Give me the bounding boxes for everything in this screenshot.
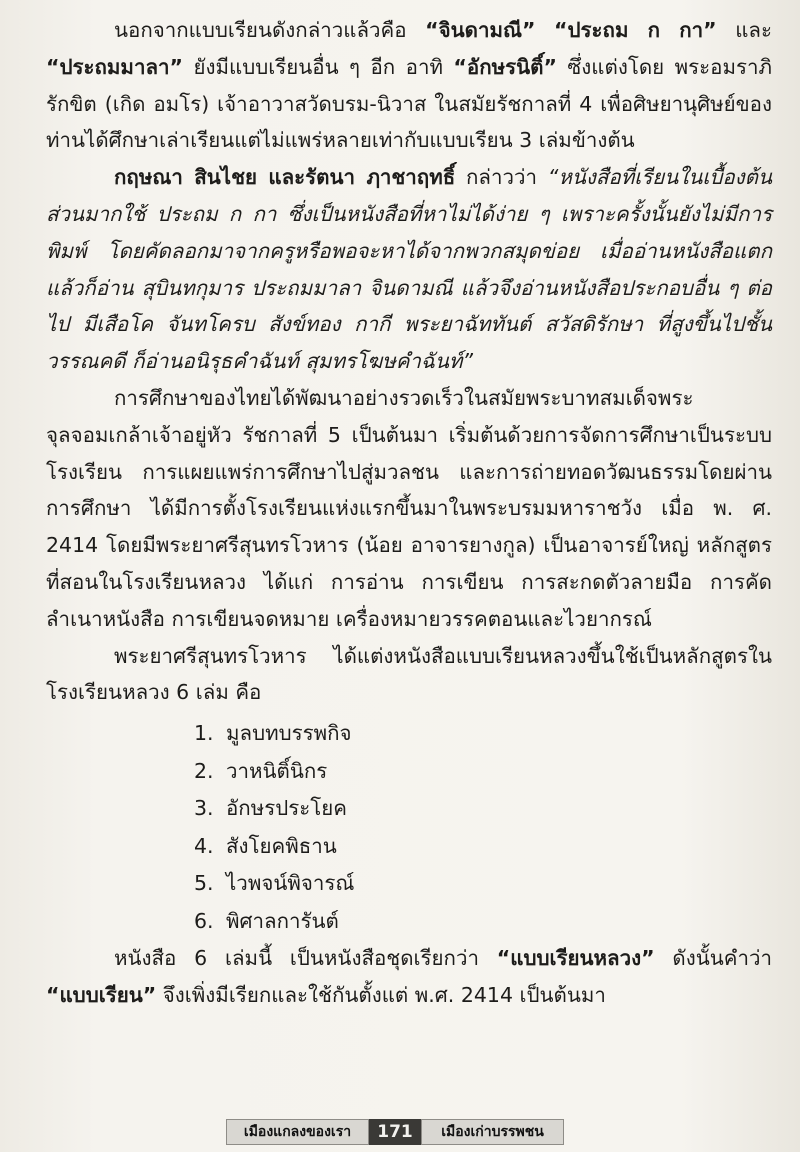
list-title: มูลบทบรรพกิจ xyxy=(226,721,352,746)
text: กล่าวว่า xyxy=(455,165,548,190)
bold-title-aksorn-nit: “อักษรนิติ์” xyxy=(453,54,557,79)
text: ซึ่งแต่งโดย พระอมราภิรักขิต (เกิด อมโร) เจ้าอาวาสวัดบรม-นิวาส ในสมัยรัชกาลที่ 4 เพื่อศิษยานุศิษย์ของท่านได้ศึกษาเล่าเรียนแต่ไม่แพร่หลายเท่ากับแบบเรียน 3 เล่มข้างต้น xyxy=(46,54,772,153)
bold-title-prathom-mala: “ประถมมาลา” xyxy=(46,54,184,79)
footer-left-title: เมืองแกลงของเรา xyxy=(226,1119,369,1145)
list-title: วาหนิติ์นิกร xyxy=(226,758,328,783)
bold-title-prathom-kor-ka: “ประถม ก กา” xyxy=(554,18,717,42)
list-item xyxy=(46,903,772,941)
text xyxy=(535,18,554,42)
italic-quote: “หนังสือที่เรียนในเบื้องต้นส่วนมากใช้ ประถม ก กา ซึ่งเป็นหนังสือที่หาไม่ได้ง่าย ๆ เพราะครั้งนั้นยังไม่มีการพิมพ์ โดยคัดลอกมาจากครูหรือพอจะหาได้จากพวกสมุดข่อย เมื่ออ่านหนังสือแตกแล้วก็อ่าน สุบินทกุมาร ประถมมาลา จินดามณี แล้วจึงอ่านหนังสือประกอบอื่น ๆ ต่อไป มีเสือโค จันทโครบ สังข์ทอง กากี พระยาฉัททันต์ สวัสดิรักษา ที่สูงขึ้นไปชั้นวรรณคดี ก็อ่านอนิรุธคำฉันท์ สุมทรโฆษคำฉันท์” xyxy=(46,165,772,374)
list-item xyxy=(46,790,772,828)
text: ดังนั้นคำว่า xyxy=(654,946,772,971)
bold-term-baeb-rian-luang: “แบบเรียนหลวง” xyxy=(496,946,655,971)
list-item xyxy=(46,865,772,903)
page-footer xyxy=(226,1119,564,1145)
list-number: 5. xyxy=(194,871,214,896)
list-title: ไวพจน์พิจารณ์ xyxy=(226,871,355,896)
list-number: 3. xyxy=(194,796,214,821)
book-list xyxy=(46,715,772,940)
list-title: พิศาลการันต์ xyxy=(226,908,339,933)
paragraph-4: พระยาศรีสุนทรโวหาร ได้แต่งหนังสือแบบเรียนหลวงขึ้นใช้เป็นหลักสูตรในโรงเรียนหลวง 6 เล่ม คือ xyxy=(46,643,772,705)
list-title: สังโยคพิธาน xyxy=(226,833,337,858)
text: นอกจากแบบเรียนดังกล่าวแล้วคือ xyxy=(114,18,426,42)
list-item xyxy=(46,753,772,791)
list-number: 1. xyxy=(194,721,214,746)
text: จึงเพิ่งมีเรียกและใช้กันตั้งแต่ พ.ศ. 2414 เป็นต้นมา xyxy=(156,982,606,1007)
list-number: 6. xyxy=(194,908,214,933)
paragraph-3: การศึกษาของไทยได้พัฒนาอย่างรวดเร็วในสมัยพระบาทสมเด็จพระจุลจอมเกล้าเจ้าอยู่หัว รัชกาลที่ 5 เป็นต้นมา เริ่มต้นด้วยการจัดการศึกษาเป็นระบบโรงเรียน การแผยแพร่การศึกษาไปสู่มวลชน และการถ่ายทอดวัฒนธรรมโดยผ่านการศึกษา ได้มีการตั้งโรงเรียนแห่งแรกขึ้นมาในพระบรมมหาราชวัง เมื่อ พ. ศ. 2414 โดยมีพระยาศรีสุนทรโวหาร (น้อย อาจารยางกูล) เป็นอาจารย์ใหญ่ หลักสูตรที่สอนในโรงเรียนหลวง ได้แก่ การอ่าน การเขียน การสะกดตัวลายมือ การคัดลำเนาหนังสือ การเขียนจดหมาย เครื่องหมายวรรคตอนและไวยากรณ์ xyxy=(46,385,772,631)
paragraph-5 xyxy=(46,940,772,1014)
list-item xyxy=(46,715,772,753)
text: ยังมีแบบเรียนอื่น ๆ อีก อาทิ xyxy=(183,54,454,79)
list-item xyxy=(46,828,772,866)
text: หนังสือ 6 เล่มนี้ เป็นหนังสือชุดเรียกว่า xyxy=(114,946,497,971)
page-content xyxy=(46,12,772,1014)
list-title: อักษรประโยค xyxy=(226,796,348,821)
page-number: 171 xyxy=(369,1119,421,1145)
paragraph-2 xyxy=(46,159,772,380)
bold-title-jindamani: “จินดามณี” xyxy=(425,18,536,42)
bold-authors: กฤษณา สินไชย และรัตนา ฦาชาฤทธิ์ xyxy=(114,165,456,190)
list-number: 4. xyxy=(194,833,214,858)
list-number: 2. xyxy=(194,758,214,783)
footer-right-title: เมืองเก่าบรรพชน xyxy=(421,1119,564,1145)
bold-term-baeb-rian: “แบบเรียน” xyxy=(46,982,157,1007)
text: และ xyxy=(716,18,772,42)
paragraph-1 xyxy=(46,12,772,159)
